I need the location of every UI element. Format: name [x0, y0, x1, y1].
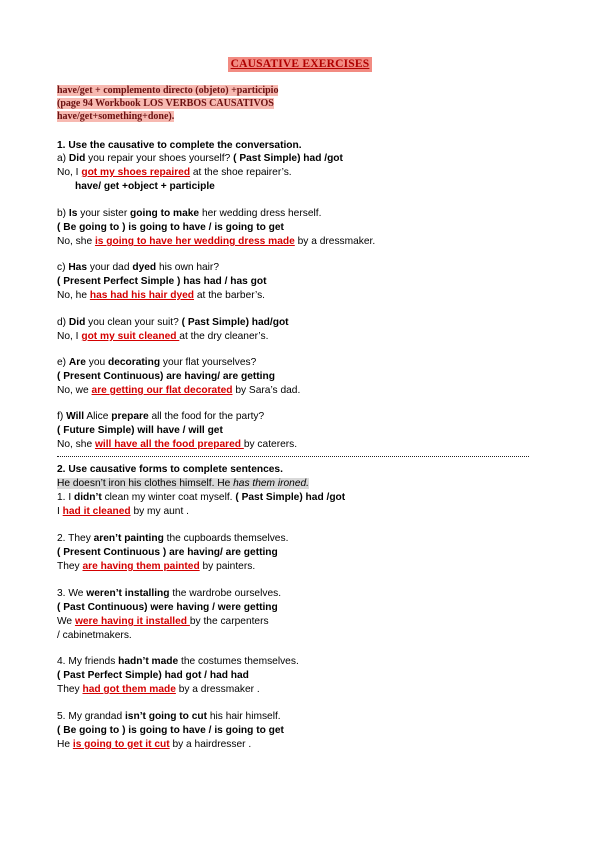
section2-example: He doesn’t iron his clothes himself. He has them ironed. — [57, 478, 309, 489]
intro-line-2: (page 94 Workbook LOS VERBOS CAUSATIVOS — [57, 98, 274, 109]
sentence-5-tense: ( Be going to ) is going to have / is going to get — [57, 725, 284, 736]
exercise-e-tense: ( Present Continuous) are having/ are getting — [57, 371, 275, 382]
sentence-2-tense: ( Present Continuous ) are having/ are getting — [57, 547, 278, 558]
intro-note — [57, 84, 357, 123]
answer-3: were having it installed — [74, 616, 190, 627]
exercise-b-question: b) Is your sister going to make her wedding dress herself. — [57, 208, 322, 219]
exercise-b-tense: ( Be going to ) is going to have / is going to get — [57, 222, 284, 233]
answer-1: had it cleaned — [62, 506, 131, 517]
exercise-d-answer: No, I got my suit cleaned at the dry cleaner’s. — [57, 331, 269, 342]
answer-d: got my suit cleaned — [81, 331, 180, 342]
sentence-4-question: 4. My friends hadn’t made the costumes themselves. — [57, 656, 299, 667]
sentence-3-answer-cont: / cabinetmakers. — [57, 630, 132, 641]
exercise-e-answer: No, we are getting our flat decorated by Sara’s dad. — [57, 385, 301, 396]
exercise-c-question: c) Has your dad dyed his own hair? — [57, 262, 219, 273]
exercise-e-question: e) Are you decorating your flat yourselves? — [57, 357, 257, 368]
dotted-divider — [57, 456, 529, 457]
section2-heading: 2. Use causative forms to complete sentences. — [57, 464, 283, 475]
sentence-3-tense: ( Past Continuous) were having / were getting — [57, 602, 278, 613]
sentence-3-answer: We were having it installed by the carpenters — [57, 616, 269, 627]
exercise-a-question: a) Did you repair your shoes yourself? ( Past Simple) had /got — [57, 153, 343, 164]
sentence-4-tense: ( Past Perfect Simple) had got / had had — [57, 670, 249, 681]
sentence-2-answer: They are having them painted by painters. — [57, 561, 256, 572]
exercise-a-answer: No, I got my shoes repaired at the shoe repairer’s. — [57, 167, 292, 178]
exercise-f-tense: ( Future Simple) will have / will get — [57, 425, 223, 436]
exercise-b-answer: No, she is going to have her wedding dress made by a dressmaker. — [57, 236, 376, 247]
exercise-a-note: have/ get +object + participle — [75, 181, 215, 192]
answer-4: had got them made — [82, 684, 176, 695]
answer-e: are getting our flat decorated — [91, 385, 233, 396]
answer-a: got my shoes repaired — [81, 167, 191, 178]
exercise-f-answer: No, she will have all the food prepared by caterers. — [57, 439, 298, 450]
exercise-c-answer: No, he has had his hair dyed at the barber’s. — [57, 290, 266, 301]
sentence-5-question: 5. My grandad isn’t going to cut his hair himself. — [57, 711, 281, 722]
intro-line-1: have/get + complemento directo (objeto) +participio — [57, 85, 279, 96]
sentence-2-question: 2. They aren’t painting the cupboards themselves. — [57, 533, 289, 544]
exercise-d-question: d) Did you clean your suit? ( Past Simple) had/got — [57, 317, 289, 328]
answer-b: is going to have her wedding dress made — [94, 236, 295, 247]
sentence-3-question: 3. We weren’t installing the wardrobe ourselves. — [57, 588, 282, 599]
answer-c: has had his hair dyed — [89, 290, 195, 301]
answer-5: is going to get it cut — [72, 739, 170, 750]
sentence-1-question: 1. I didn’t clean my winter coat myself. ( Past Simple) had /got — [57, 492, 346, 503]
answer-2: are having them painted — [82, 561, 200, 572]
section1-heading: 1. Use the causative to complete the conversation. — [57, 140, 302, 151]
intro-line-3: have/get+something+done). — [57, 111, 175, 122]
exercise-f-question: f) Will Alice prepare all the food for the party? — [57, 411, 265, 422]
answer-f: will have all the food prepared — [94, 439, 244, 450]
sentence-4-answer: They had got them made by a dressmaker . — [57, 684, 260, 695]
sentence-1-answer: I had it cleaned by my aunt . — [57, 506, 189, 517]
sentence-5-answer: He is going to get it cut by a hairdresser . — [57, 739, 252, 750]
document-title: CAUSATIVE EXERCISES — [228, 57, 372, 72]
exercise-c-tense: ( Present Perfect Simple ) has had / has got — [57, 276, 267, 287]
